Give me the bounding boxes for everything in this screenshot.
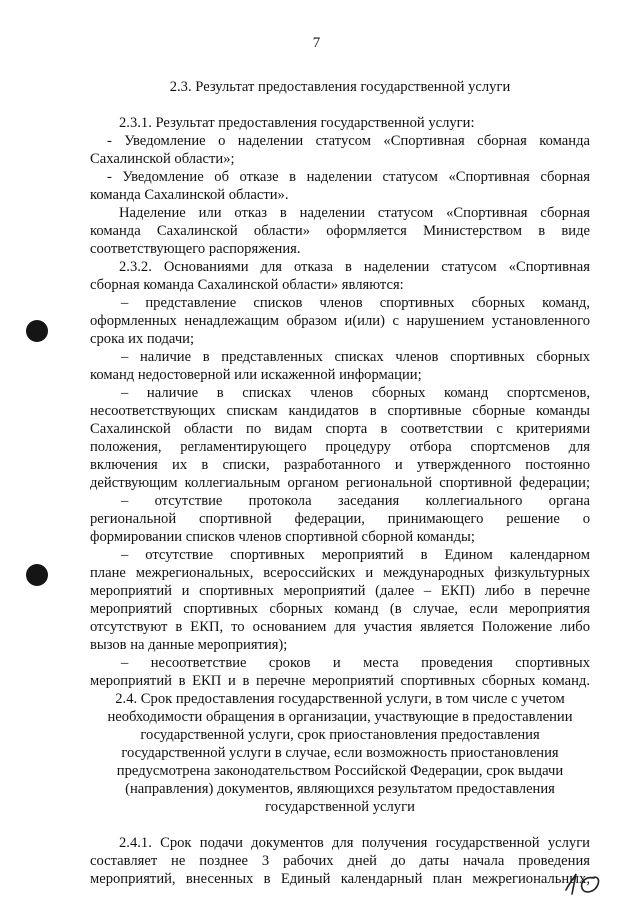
text-line: вызов на данные мероприятия);	[90, 637, 288, 653]
text-line: несоответствующих спискам кандидатов в спортивные сборные команды	[90, 403, 590, 419]
subsection-heading-line: предусмотрена законодательством Российской Федерации, срок выдачи	[116, 763, 564, 779]
text-line: сборная команда Сахалинской области» являются:	[90, 277, 404, 293]
text-line: Сахалинской области по видам спорта в соответствии с критериями	[90, 421, 590, 437]
subsection-heading-line: (направления) документов, являющихся результатом предоставления	[125, 781, 555, 797]
text-line: – представление списков членов спортивных сборных команд,	[121, 295, 590, 311]
text-line: – наличие в представленных списках членов спортивных сборных	[121, 349, 590, 365]
text-line: 2.4.1. Срок подачи документов для получения государственной услуги	[119, 835, 590, 851]
text-line: – наличие в списках членов сборных команд спортсменов,	[121, 385, 590, 401]
section-heading: 2.3. Результат предоставления государственной услуги	[169, 79, 511, 95]
subsection-heading-line: 2.4. Срок предоставления государственной услуги, в том числе с учетом	[115, 691, 565, 707]
text-line: составляет не позднее 3 рабочих дней до даты начала проведения	[90, 853, 590, 869]
text-line: формировании списков членов спортивной сборной команды;	[90, 529, 475, 545]
text-line: Наделение или отказ в наделении статусом «Спортивная сборная	[119, 205, 590, 221]
text-line: включения их в списки, разработанного и утвержденного постоянно	[90, 457, 590, 473]
text-line: Сахалинской области»;	[90, 151, 235, 167]
handwritten-page-number	[560, 868, 616, 898]
text-line: - Уведомление об отказе в наделении статусом «Спортивная сборная	[107, 169, 590, 185]
text-line: 2.3.2. Основаниями для отказа в наделении статусом «Спортивная	[119, 259, 590, 275]
punch-hole	[26, 320, 48, 342]
text-line: положения, регламентирующего процедуру отбора спортсменов для	[90, 439, 590, 455]
text-line: – отсутствие протокола заседания коллегиального органа	[121, 493, 590, 509]
text-line: срока их подачи;	[90, 331, 195, 347]
text-line: плане межрегиональных, всероссийских и международных физкультурных	[90, 565, 590, 581]
text-line: мероприятий, внесенных в Единый календарный план межрегиональных,	[90, 871, 590, 887]
text-line: 2.3.1. Результат предоставления государственной услуги:	[119, 115, 475, 131]
subsection-heading-line: государственной услуги, срок приостановления предоставления	[140, 727, 540, 743]
page-number: 7	[312, 35, 321, 51]
text-line: - Уведомление о наделении статусом «Спортивная сборная команда	[107, 133, 590, 149]
text-line: – отсутствие спортивных мероприятий в Едином календарном	[121, 547, 590, 563]
subsection-heading-line: необходимости обращения в организации, участвующие в предоставлении	[107, 709, 573, 725]
text-line: команда Сахалинской области».	[90, 187, 289, 203]
text-line: команда Сахалинской области» оформляется Министерством в виде	[90, 223, 590, 239]
subsection-heading-line: государственной услуги в случае, если возможность приостановления	[121, 745, 559, 761]
text-line: мероприятий и спортивных мероприятий (далее – ЕКП) либо в перечне	[90, 583, 590, 599]
text-line: – несоответствие сроков и места проведения спортивных	[121, 655, 590, 671]
text-line: мероприятий в ЕКП и в перечне мероприятий спортивных сборных команд.	[90, 673, 590, 689]
punch-hole	[26, 564, 48, 586]
text-line: оформленных ненадлежащим образом и(или) с нарушением установленного	[90, 313, 590, 329]
subsection-heading-line: государственной услуги	[265, 799, 415, 815]
text-line: действующим коллегиальным органом региональной спортивной федерации;	[90, 475, 590, 491]
text-line: команд недостоверной или искаженной информации;	[90, 367, 422, 383]
text-line: отсутствуют в ЕКП, то основанием для участия является Положение либо	[90, 619, 590, 635]
text-line: мероприятий спортивных сборных команд (в случае, если мероприятия	[90, 601, 590, 617]
text-line: соответствующего распоряжения.	[90, 241, 301, 257]
text-line: региональной спортивной федерации, принимающего решение о	[90, 511, 590, 527]
